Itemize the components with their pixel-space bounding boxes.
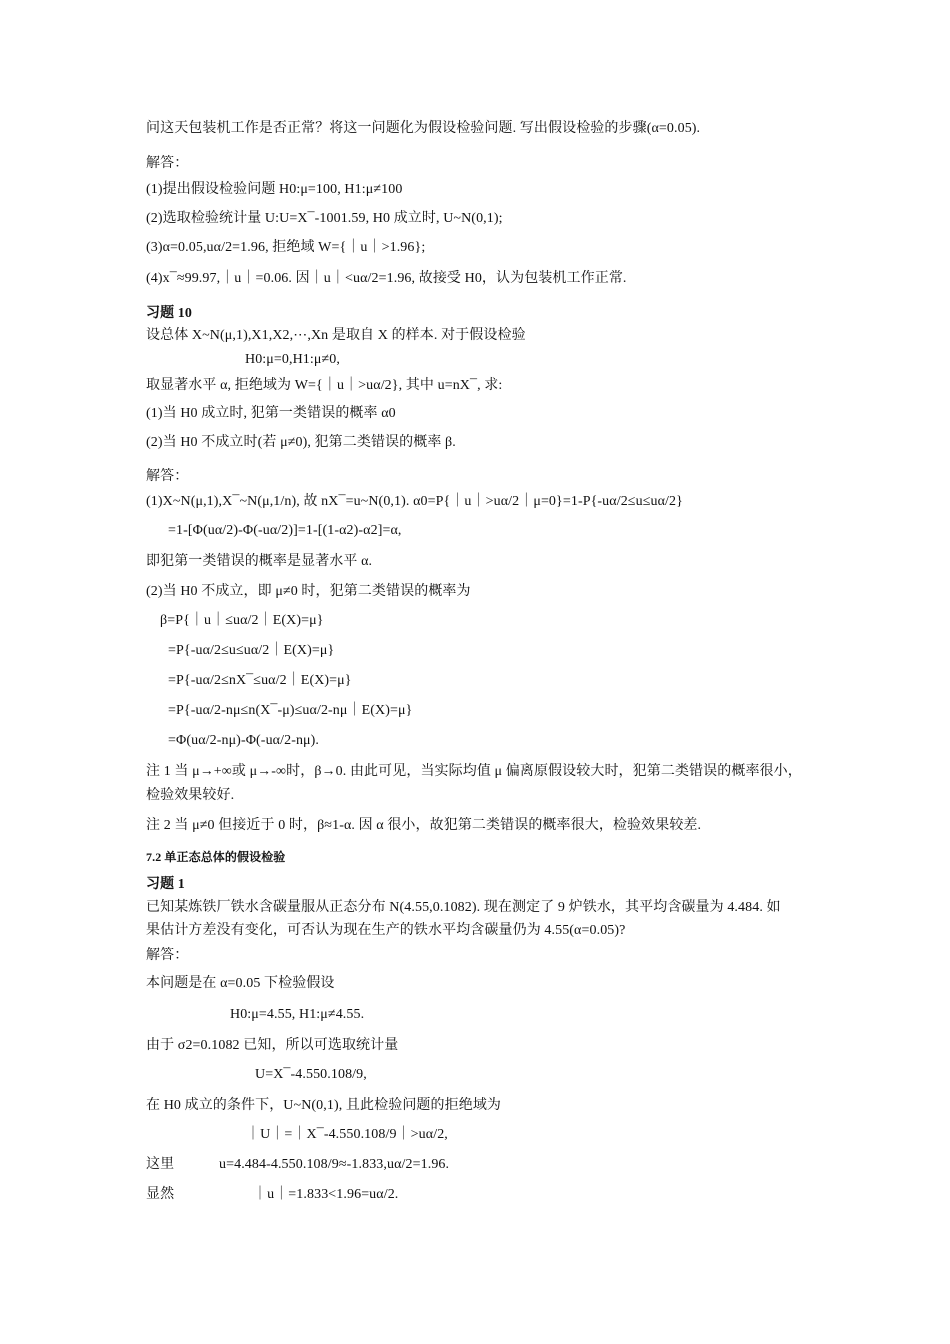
note-1-line-1: 注 1 当 μ→+∞或 μ→-∞时，β→0. 由此可见，当实际均值 μ 偏离原假设较大时，犯第二类错误的概率很小， <box>146 764 802 779</box>
rejection-region-intro: 在 H0 成立的条件下，U~N(0,1), 且此检验问题的拒绝域为 <box>146 1098 502 1113</box>
rejection-region-formula: ｜U｜=｜X¯-4.550.108/9｜>uα/2, <box>246 1127 448 1142</box>
note-2: 注 2 当 μ≠0 但接近于 0 时，β≈1-α. 因 α 很小，故犯第二类错误的概率很大，检验效果较差. <box>146 818 702 833</box>
section-heading: 7.2 单正态总体的假设检验 <box>146 850 286 864</box>
exercise-1-heading: 习题 1 <box>146 877 185 892</box>
answer-heading: 解答： <box>146 948 189 963</box>
exercise-1-line-1: 已知某炼铁厂铁水含碳量服从正态分布 N(4.55,0.1082). 现在测定了 9 炉铁水，其平均含碳量为 4.484. 如 <box>146 900 781 915</box>
beta-formula-4: =P{-uα/2-nμ≤n(X¯-μ)≤uα/2-nμ｜E(X)=μ} <box>168 703 413 718</box>
answer-1-conclusion: 即犯第一类错误的概率是显著水平 α. <box>146 554 373 569</box>
answer-heading: 解答： <box>146 469 189 484</box>
step-3: (3)α=0.05,uα/2=1.96, 拒绝域 W={｜u｜>1.96}; <box>146 240 426 255</box>
comparison-result: ｜u｜=1.833<1.96=uα/2. <box>253 1187 399 1202</box>
answer-heading: 解答： <box>146 156 189 171</box>
note-1-line-2: 检验效果较好. <box>146 788 235 803</box>
question-2: (2)当 H0 不成立时(若 μ≠0), 犯第二类错误的概率 β. <box>146 435 456 450</box>
beta-formula-5: =Φ(uα/2-nμ)-Φ(-uα/2-nμ). <box>168 733 320 748</box>
answer-1-line-1: (1)X~N(μ,1),X¯~N(μ,1/n), 故 nX¯=u~N(0,1). α0=P{｜u｜>uα/2｜μ=0}=1-P{-uα/2≤u≤uα/2} <box>146 494 683 509</box>
step-1: (1)提出假设检验问题 H0:μ=100, H1:μ≠100 <box>146 182 403 197</box>
obviously-label: 显然 <box>146 1187 175 1202</box>
here-label: 这里 <box>146 1157 175 1172</box>
step-4: (4)x¯≈99.97,｜u｜=0.06. 因｜u｜<uα/2=1.96, 故接受 H0，认为包装机工作正常. <box>146 271 627 286</box>
problem-question-line: 问这天包装机工作是否正常？将这一问题化为假设检验问题. 写出假设检验的步骤(α=0.05). <box>146 121 701 136</box>
rejection-region-line: 取显著水平 α, 拒绝域为 W={｜u｜>uα/2}, 其中 u=nX¯, 求: <box>146 378 503 393</box>
hypothesis-line: H0:μ=4.55, H1:μ≠4.55. <box>230 1007 365 1022</box>
test-intro: 本问题是在 α=0.05 下检验假设 <box>146 976 335 991</box>
exercise-1-line-2: 果估计方差没有变化，可否认为现在生产的铁水平均含碳量仍为 4.55(α=0.05)? <box>146 923 626 938</box>
exercise-10-statement: 设总体 X~N(μ,1),X1,X2,⋯,Xn 是取自 X 的样本. 对于假设检验 <box>146 328 526 343</box>
answer-1-line-2: =1-[Φ(uα/2)-Φ(-uα/2)]=1-[(1-α2)-α2]=α, <box>168 523 402 538</box>
answer-2-intro: (2)当 H0 不成立，即 μ≠0 时，犯第二类错误的概率为 <box>146 584 471 599</box>
beta-formula-2: =P{-uα/2≤u≤uα/2｜E(X)=μ} <box>168 643 335 658</box>
question-1: (1)当 H0 成立时, 犯第一类错误的概率 α0 <box>146 406 396 421</box>
beta-formula-1: β=P{｜u｜≤uα/2｜E(X)=μ} <box>160 613 324 628</box>
step-2: (2)选取检验统计量 U:U=X¯-1001.59, H0 成立时, U~N(0,1); <box>146 211 503 226</box>
statistic-formula: U=X¯-4.550.108/9, <box>255 1067 367 1082</box>
statistic-intro: 由于 σ2=0.1082 已知，所以可选取统计量 <box>146 1038 399 1053</box>
hypothesis-line: H0:μ=0,H1:μ≠0, <box>245 352 340 367</box>
beta-formula-3: =P{-uα/2≤nX¯≤uα/2｜E(X)=μ} <box>168 673 352 688</box>
computed-value: u=4.484-4.550.108/9≈-1.833,uα/2=1.96. <box>219 1157 450 1172</box>
exercise-10-heading: 习题 10 <box>146 306 192 321</box>
